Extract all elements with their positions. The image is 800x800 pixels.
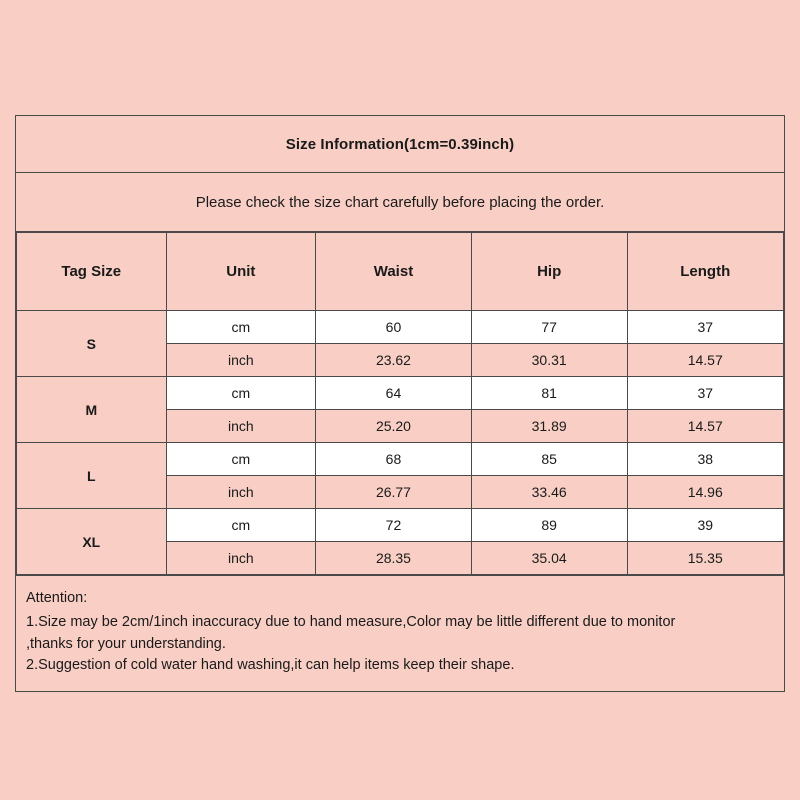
hip-cell: 33.46 [471,476,627,509]
length-cell: 37 [627,377,784,410]
hip-cell: 89 [471,509,627,542]
unit-cell: cm [166,509,316,542]
unit-cell: inch [166,542,316,575]
table-row [17,443,784,476]
waist-cell: 60 [316,311,472,344]
length-cell: 37 [627,311,784,344]
page-title: Size Information(1cm=0.39inch) [285,135,515,153]
chart-title-row [16,116,784,173]
attention-line-3: 2.Suggestion of cold water hand washing,it can help items keep their shape. [26,657,515,674]
attention-line-1: 1.Size may be 2cm/1inch inaccuracy due to hand measure,Color may be little different due to monitor [26,613,676,630]
waist-cell: 68 [316,443,472,476]
unit-cell: cm [166,377,316,410]
unit-cell: inch [166,410,316,443]
waist-cell: 28.35 [316,542,472,575]
length-cell: 14.57 [627,344,784,377]
chart-subtitle-row [16,173,784,232]
length-cell: 15.35 [627,542,784,575]
tag-size-cell: M [17,377,167,443]
waist-cell: 26.77 [316,476,472,509]
table-row [17,377,784,410]
length-cell: 14.57 [627,410,784,443]
attention-line-2: ,thanks for your understanding. [26,635,226,652]
tag-size-cell: XL [17,509,167,575]
attention-section [16,575,784,691]
hip-cell: 81 [471,377,627,410]
unit-cell: cm [166,443,316,476]
hip-cell: 85 [471,443,627,476]
waist-cell: 72 [316,509,472,542]
hip-cell: 77 [471,311,627,344]
size-chart-container [15,115,785,692]
length-cell: 14.96 [627,476,784,509]
tag-size-cell: L [17,443,167,509]
column-header-tag-size: Tag Size [17,233,167,311]
unit-cell: inch [166,344,316,377]
waist-cell: 23.62 [316,344,472,377]
column-header-waist: Waist [316,233,472,311]
column-header-unit: Unit [166,233,316,311]
hip-cell: 30.31 [471,344,627,377]
column-header-hip: Hip [471,233,627,311]
size-table [16,232,784,575]
hip-cell: 31.89 [471,410,627,443]
unit-cell: cm [166,311,316,344]
table-row [17,311,784,344]
waist-cell: 25.20 [316,410,472,443]
attention-heading: Attention: [26,590,88,606]
length-cell: 38 [627,443,784,476]
waist-cell: 64 [316,377,472,410]
table-row [17,509,784,542]
tag-size-cell: S [17,311,167,377]
hip-cell: 35.04 [471,542,627,575]
column-header-length: Length [627,233,784,311]
length-cell: 39 [627,509,784,542]
chart-subtitle: Please check the size chart carefully before placing the order. [195,193,605,211]
table-header-row [17,233,784,311]
unit-cell: inch [166,476,316,509]
